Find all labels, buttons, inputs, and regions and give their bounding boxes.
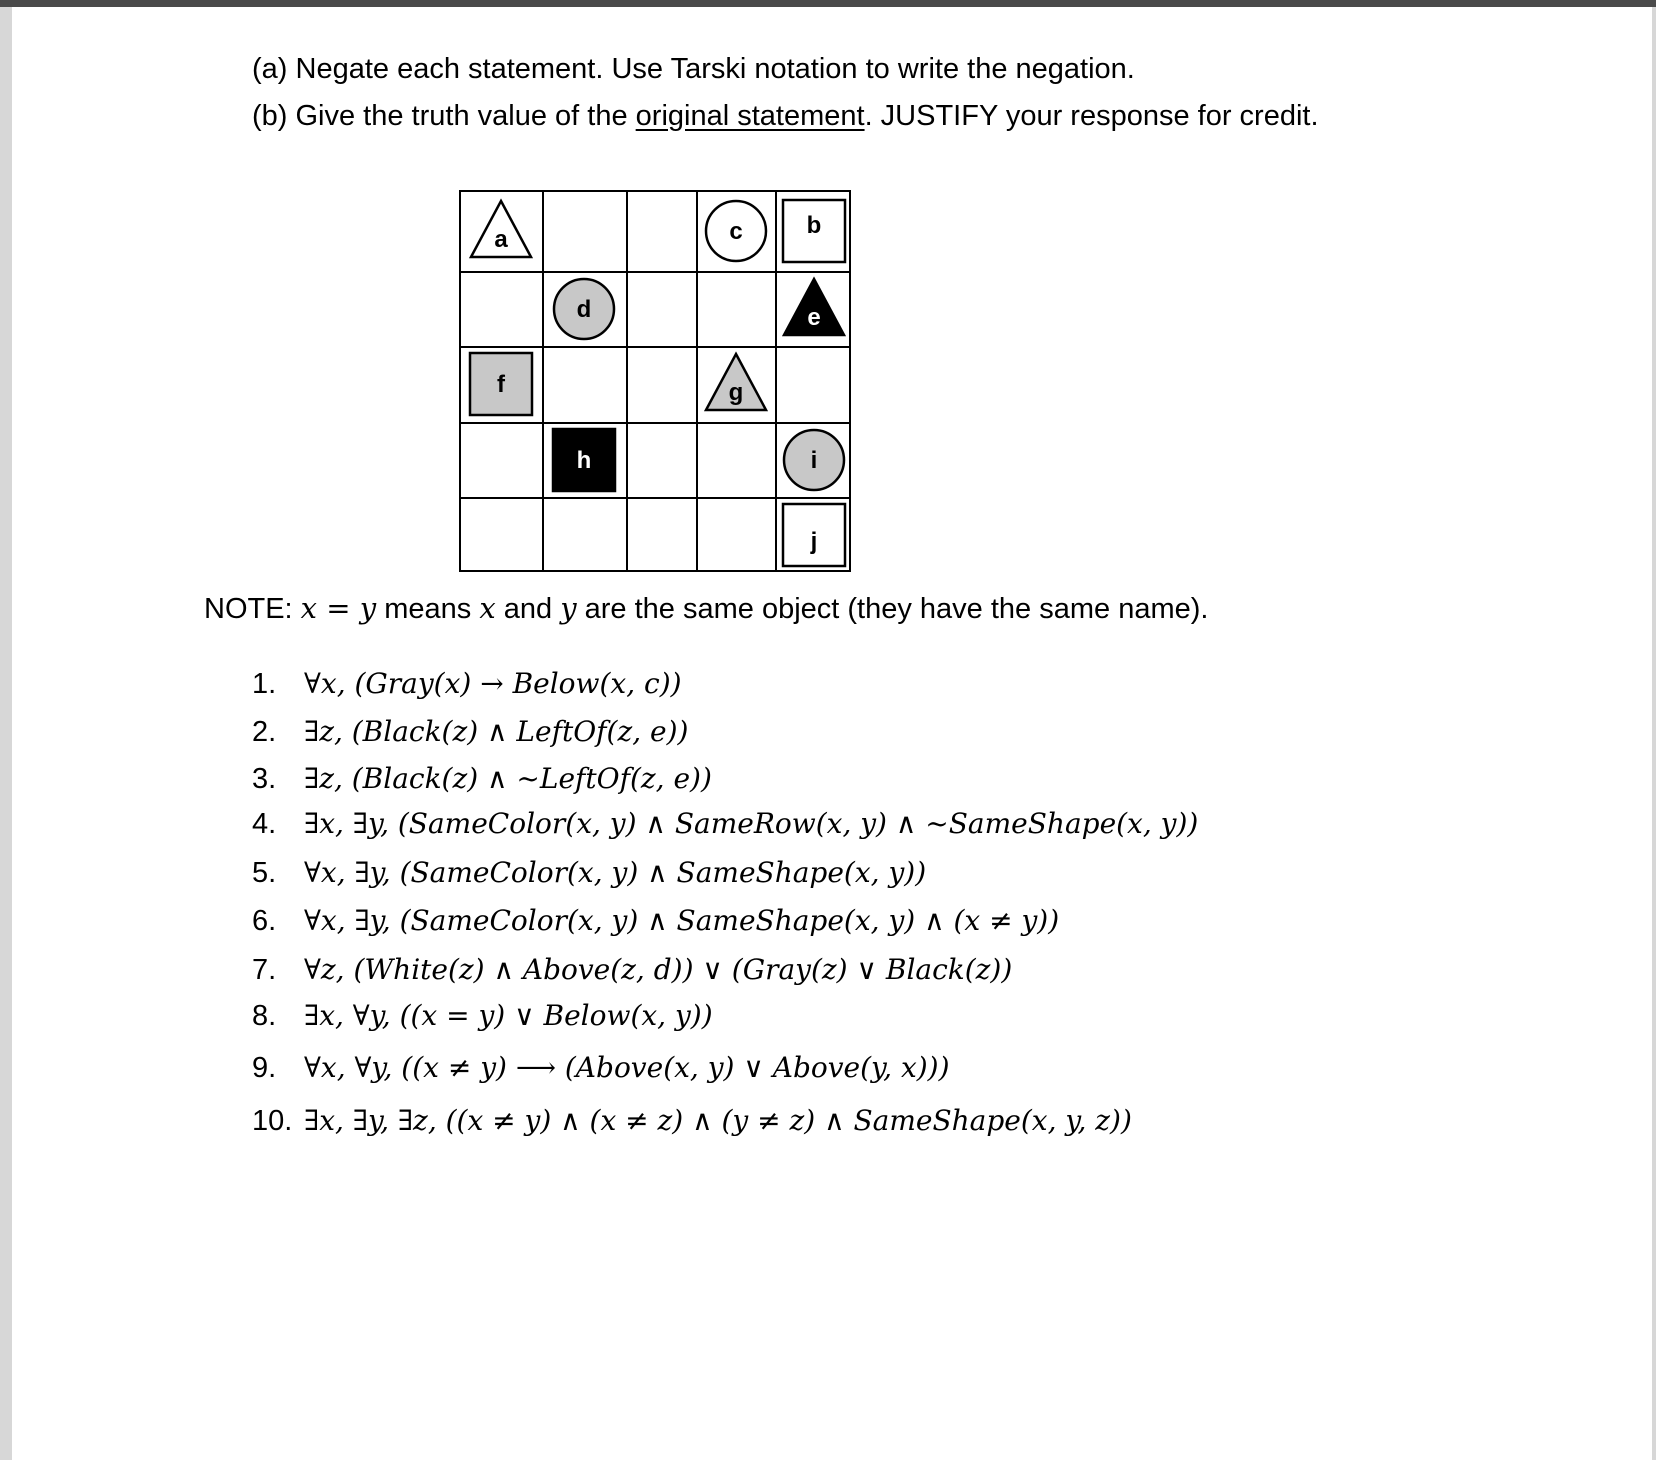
instruction-b <box>252 98 1319 134</box>
statement-number: 3. <box>252 763 277 795</box>
statement-number: 7. <box>252 954 277 986</box>
grid-hline <box>461 497 849 499</box>
tarski-world-grid <box>459 190 851 572</box>
instruction-b-underlined: original statement <box>635 100 865 132</box>
statement-number: 5. <box>252 857 277 889</box>
statement-10 <box>252 1104 1132 1138</box>
statement-number: 8. <box>252 1000 277 1032</box>
object-label: h <box>576 447 592 474</box>
statement-expression: ∀x, ∃y, (SameColor(x, y) ∧ SameShape(x, y) ∧ (x ≠ y)) <box>304 904 1060 937</box>
grid-vline <box>626 192 628 570</box>
object-f-square <box>468 351 534 417</box>
object-e-triangle <box>781 276 847 342</box>
statement-2 <box>252 715 688 749</box>
statement-number: 4. <box>252 808 277 840</box>
note-suffix: are the same object (they have the same name). <box>576 593 1209 625</box>
statement-expression: ∀x, (Gray(x) → Below(x, c)) <box>304 667 682 700</box>
object-label: f <box>497 371 505 398</box>
statement-expression: ∀z, (White(z) ∧ Above(z, d)) ∨ (Gray(z) ∨ Black(z)) <box>304 953 1013 986</box>
statement-expression: ∃x, ∃y, (SameColor(x, y) ∧ SameRow(x, y) ∧ ~SameShape(x, y)) <box>304 807 1199 840</box>
object-g-triangle <box>703 351 769 417</box>
statement-6 <box>252 904 1059 938</box>
object-label: e <box>807 304 821 331</box>
statement-expression: ∃z, (Black(z) ∧ LeftOf(z, e)) <box>304 715 689 748</box>
instruction-b-suffix: . JUSTIFY your response for credit. <box>864 100 1319 132</box>
statement-expression: ∃x, ∃y, ∃z, ((x ≠ y) ∧ (x ≠ z) ∧ (y ≠ z) ∧ SameShape(x, y, z)) <box>304 1104 1132 1137</box>
statement-number: 6. <box>252 905 277 937</box>
grid-vline <box>696 192 698 570</box>
statement-expression: ∀x, ∀y, ((x ≠ y) ⟶ (Above(x, y) ∨ Above(y, x))) <box>304 1051 950 1084</box>
note-line <box>204 591 1208 626</box>
object-a-triangle <box>468 198 534 264</box>
statement-3 <box>252 762 712 796</box>
document-page <box>12 7 1652 1460</box>
statement-9 <box>252 1051 950 1085</box>
statement-4 <box>252 807 1198 841</box>
statement-1 <box>252 667 682 701</box>
object-d-circle <box>551 276 617 342</box>
statement-expression: ∀x, ∃y, (SameColor(x, y) ∧ SameShape(x, y)) <box>304 856 927 889</box>
statement-number: 2. <box>252 716 277 748</box>
object-h-square <box>551 427 617 493</box>
instruction-a: (a) Negate each statement. Use Tarski notation to write the negation. <box>252 53 1135 85</box>
object-label: b <box>806 212 822 239</box>
note-middle: means <box>376 593 480 625</box>
grid-vline <box>542 192 544 570</box>
grid-hline <box>461 346 849 348</box>
statement-number: 10. <box>252 1105 293 1137</box>
object-j-square <box>781 502 847 568</box>
object-label: d <box>576 296 592 323</box>
note-y: y <box>560 591 577 625</box>
note-and: and <box>495 593 561 625</box>
grid-vline <box>775 192 777 570</box>
statement-number: 9. <box>252 1052 277 1084</box>
object-label: c <box>729 218 743 245</box>
statement-expression: ∃x, ∀y, ((x = y) ∨ Below(x, y)) <box>304 999 713 1032</box>
grid-hline <box>461 271 849 273</box>
note-eq: x = y <box>300 591 377 625</box>
instruction-b-prefix: (b) Give the truth value of the <box>252 100 636 132</box>
viewer-top-bar <box>0 0 1656 7</box>
object-label: a <box>494 226 508 253</box>
object-c-circle <box>703 198 769 264</box>
statement-expression: ∃z, (Black(z) ∧ ~LeftOf(z, e)) <box>304 762 712 795</box>
grid-hline <box>461 422 849 424</box>
statement-5 <box>252 856 926 890</box>
note-x: x <box>479 591 496 625</box>
object-i-circle <box>781 427 847 493</box>
statement-number: 1. <box>252 668 277 700</box>
object-b-square <box>781 198 847 264</box>
object-label: i <box>810 447 818 474</box>
object-label: j <box>810 528 818 555</box>
object-label: g <box>728 379 744 406</box>
note-prefix: NOTE: <box>204 593 301 625</box>
statement-7 <box>252 953 1012 987</box>
statement-8 <box>252 999 713 1033</box>
